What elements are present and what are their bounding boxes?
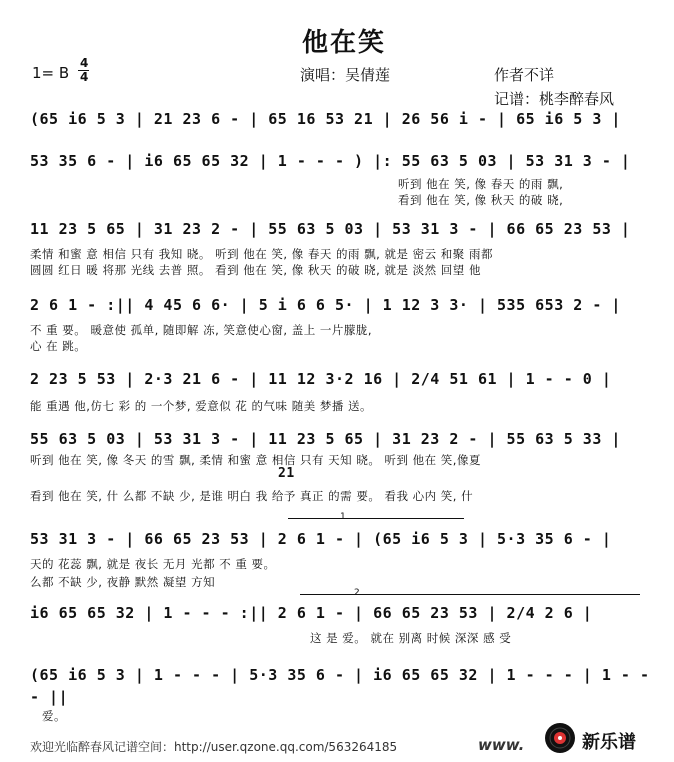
score-row-9-lyrics-1: 爱。 — [42, 709, 66, 723]
site-logo: 新乐谱 — [582, 732, 636, 753]
score-row-3-lyrics-1: 柔情 和蜜 意 相信 只有 我知 晓。 听到 他在 笑, 像 春天 的雨 飘, 就是 密云 和聚 雨都 — [30, 247, 493, 261]
score-row-6-notes: 55 63 5 03 | 53 31 3 - | 11 23 5 65 | 31 23 2 - | 55 63 5 33 | — [30, 430, 621, 448]
score-row-9-notes: (65 i6 5 3 | 1 - - - | 5·3 35 6 - | i6 65 65 32 | 1 - - - | 1 - - - || — [30, 666, 650, 706]
time-signature-bottom: 4 — [80, 70, 89, 84]
volta-1-label: 1 — [340, 512, 346, 522]
footer-text: 欢迎光临醉春风记谱空间：http://user.qzone.qq.com/563264185 — [30, 740, 398, 754]
score-row-4-lyrics-2: 心 在 跳。 — [30, 339, 87, 353]
vinyl-record-icon — [544, 722, 576, 754]
score-row-8-notes: i6 65 65 32 | 1 - - - :|| 2 6 1 - | 66 65 23 53 | 2/4 2 6 | — [30, 604, 593, 622]
score-row-7-lyrics-1: 天的 花蕊 飘, 就是 夜长 无月 光都 不 重 要。 — [30, 557, 276, 571]
footer-site: www. — [478, 736, 525, 754]
score-row-3-notes: 11 23 5 65 | 31 23 2 - | 55 63 5 03 | 53 31 3 - | 66 65 23 53 | — [30, 220, 631, 238]
score-row-5-notes: 2 23 5 53 | 2·3 21 6 - | 11 12 3·2 16 | 2/4 51 61 | 1 - - 0 | — [30, 370, 612, 388]
score-row-5-lyrics-1: 能 重遇 他,仿七 彩 的 一个梦, 爱意似 花 的气味 随美 梦播 送。 — [30, 399, 373, 413]
song-title: 他在笑 — [302, 28, 387, 58]
score-row-3-lyrics-2: 圆圆 红日 暖 将那 光线 去普 照。 看到 他在 笑, 像 秋天 的破 晓, 就是 淡然 回望 他 — [30, 263, 481, 277]
score-row-6-lyrics-2: 看到 他在 笑, 什 么都 不缺 少, 是谁 明白 我 给予 真正 的需 要。 看我 心内 笑, 什 — [30, 489, 474, 503]
score-row-6-lyrics-1: 听到 他在 笑, 像 冬天 的雪 飘, 柔情 和蜜 意 相信 只有 天知 晓。 听到 他在 笑,像夏 — [30, 453, 481, 467]
volta-2-label: 2 — [354, 588, 360, 598]
volta-1-bracket — [288, 518, 464, 519]
volta-2-bracket — [300, 594, 640, 595]
score-row-1-notes: (65 i6 5 3 | 21 23 6 - | 65 16 53 21 | 26 56 i - | 65 i6 5 3 | — [30, 110, 621, 128]
score-row-2-lyrics-2: 看到 他在 笑, 像 秋天 的破 晓, — [398, 193, 564, 207]
time-signature-top: 4 — [80, 56, 89, 70]
singer-credit: 演唱：吴倩莲 — [300, 66, 391, 84]
score-row-4-notes: 2 6 1 - :|| 4 45 6 6· | 5 i 6 6 5· | 1 12 3 3· | 535 653 2 - | — [30, 296, 621, 314]
score-row-8-lyrics-1: 这 是 爱。 就在 别离 时候 深深 感 受 — [310, 631, 512, 645]
score-row-2-lyrics-1: 听到 他在 笑, 像 春天 的雨 飘, — [398, 177, 564, 191]
key-signature: 1= B — [32, 64, 70, 82]
score-row-6-aside: 21 — [278, 466, 295, 481]
score-row-7-notes: 53 31 3 - | 66 65 23 53 | 2 6 1 - | (65 i6 5 3 | 5·3 35 6 - | — [30, 530, 612, 548]
transcriber-credit: 记谱：桃李醉春风 — [494, 90, 615, 108]
score-row-7-lyrics-2: 么都 不缺 少, 夜静 默然 凝望 方知 — [30, 575, 216, 589]
score-row-2-notes: 53 35 6 - | i6 65 65 32 | 1 - - - ) |: 55 63 5 03 | 53 31 3 - | — [30, 152, 631, 170]
score-row-4-lyrics-1: 不 重 要。 暖意使 孤单, 随即解 冻, 笑意使心窗, 盖上 一片朦胧, — [30, 323, 373, 337]
author-credit: 作者不详 — [494, 66, 555, 84]
